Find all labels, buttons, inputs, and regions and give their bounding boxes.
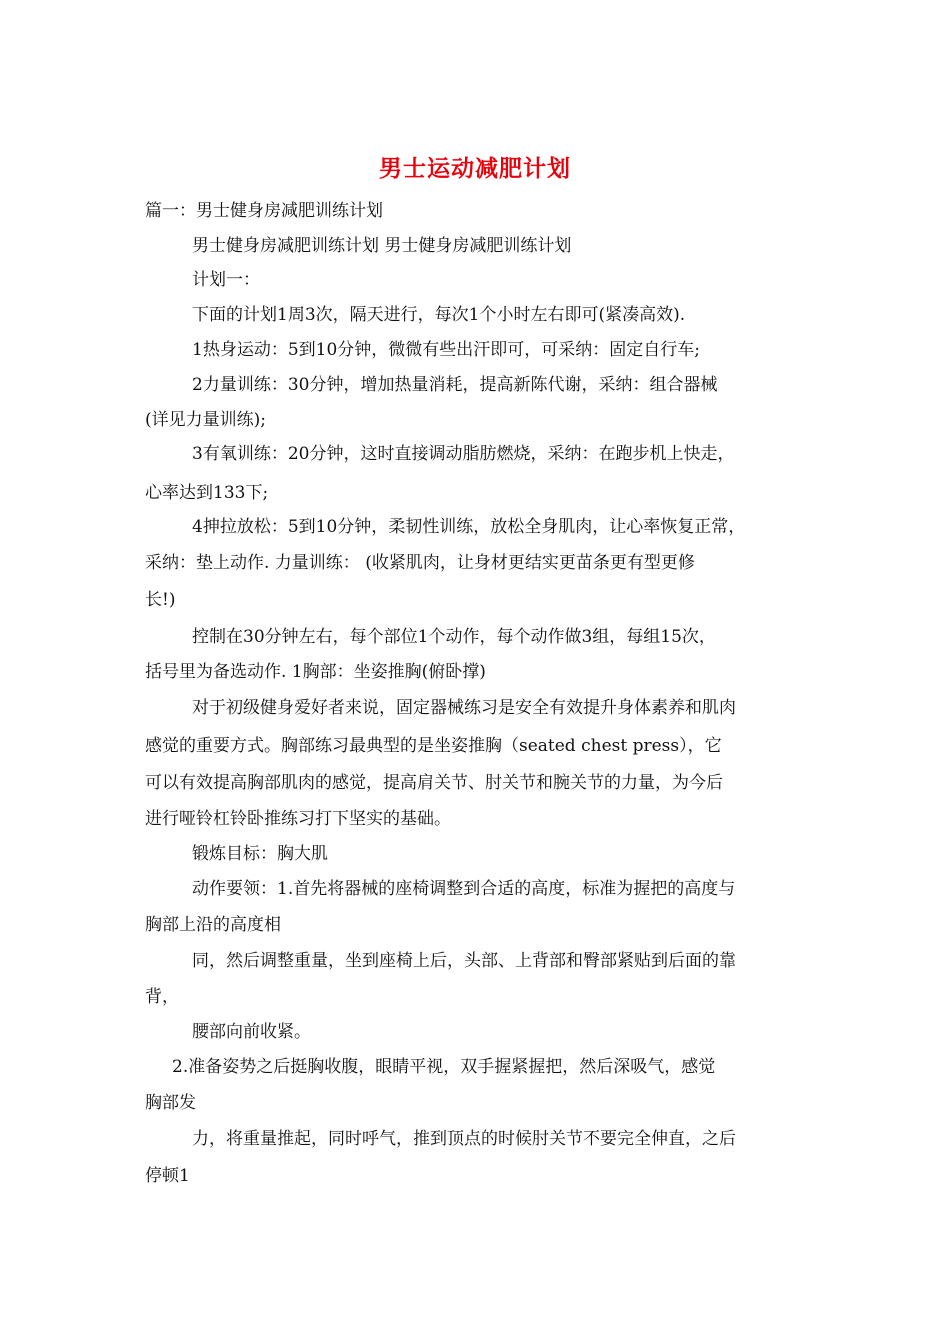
text-line: (详见力量训练); — [145, 410, 266, 430]
text-line: 1热身运动：5到10分钟，微微有些出汗即可，可采纳：固定自行车; — [192, 340, 700, 360]
document-title: 男士运动减肥计划 — [379, 155, 571, 182]
text-line: 男士健身房减肥训练计划 男士健身房减肥训练计划 — [192, 236, 572, 256]
text-line: 可以有效提高胸部肌肉的感觉，提高肩关节、肘关节和腕关节的力量，为今后 — [145, 773, 723, 793]
text-line: 胸部发 — [145, 1093, 196, 1113]
text-line: 锻炼目标：胸大肌 — [192, 844, 328, 864]
text-line: 计划一： — [192, 270, 260, 290]
text-line: 采纳：垫上动作. 力量训练： (收紧肌肉，让身材更结实更苗条更有型更修 — [145, 553, 695, 573]
text-line: 3有氧训练：20分钟，这时直接调动脂肪燃烧，采纳：在跑步机上快走， — [192, 444, 735, 464]
text-line: 停顿1 — [145, 1166, 190, 1186]
text-line: 胸部上沿的高度相 — [145, 915, 281, 935]
text-line: 控制在30分钟左右，每个部位1个动作，每个动作做3组，每组15次， — [192, 627, 716, 647]
text-line: 动作要领：1.首先将器械的座椅调整到合适的高度，标准为握把的高度与 — [192, 879, 736, 899]
text-line: 对于初级健身爱好者来说，固定器械练习是安全有效提升身体素养和肌肉 — [192, 698, 736, 718]
text-line: 2.准备姿势之后挺胸收腹，眼睛平视，双手握紧握把，然后深吸气，感觉 — [172, 1057, 716, 1077]
text-line: 括号里为备选动作. 1胸部：坐姿推胸(俯卧撑) — [145, 662, 486, 682]
text-line: 腰部向前收紧。 — [192, 1022, 311, 1042]
text-line: 力，将重量推起，同时呼气，推到顶点的时候肘关节不要完全伸直，之后 — [192, 1129, 736, 1149]
text-line: 心率达到133下; — [145, 483, 269, 503]
text-line: 下面的计划1周3次，隔天进行，每次1个小时左右即可(紧凑高效). — [192, 305, 686, 325]
text-line: 同，然后调整重量，坐到座椅上后，头部、上背部和臀部紧贴到后面的靠 — [192, 951, 736, 971]
text-line: 4抻拉放松：5到10分钟，柔韧性训练，放松全身肌肉，让心率恢复正常， — [192, 517, 746, 537]
text-line: 2力量训练：30分钟，增加热量消耗，提高新陈代谢，采纳：组合器械 — [192, 375, 718, 395]
text-line: 感觉的重要方式。胸部练习最典型的是坐姿推胸（seated chest press），它 — [145, 736, 722, 756]
text-line: 长!) — [145, 590, 176, 610]
text-line: 进行哑铃杠铃卧推练习打下坚实的基础。 — [145, 809, 451, 829]
text-line: 背， — [145, 987, 179, 1007]
text-line: 篇一：男士健身房减肥训练计划 — [145, 201, 383, 221]
